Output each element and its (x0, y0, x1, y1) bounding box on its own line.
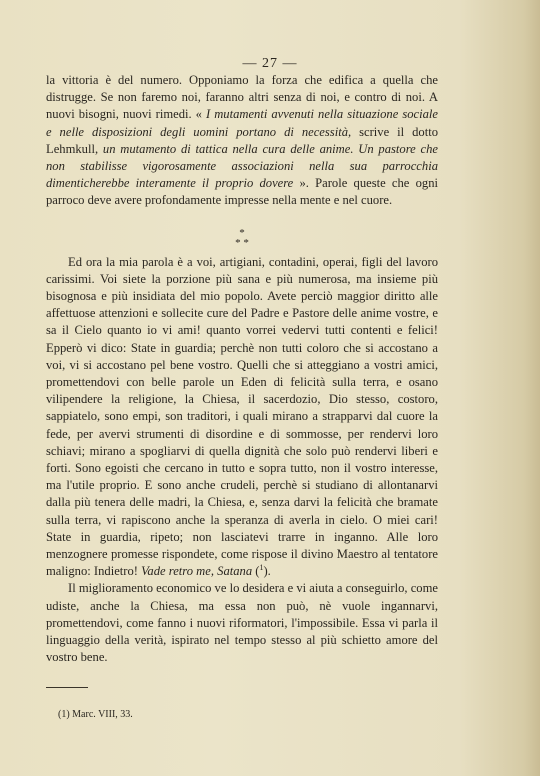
body-text (46, 72, 438, 667)
footnote: (1) Marc. VIII, 33. (58, 709, 133, 720)
footnote-reference: 1 (259, 563, 264, 573)
section-asterism (46, 228, 438, 248)
paragraph-1 (46, 72, 438, 210)
paragraph-1-italic-quote-b: un mutamento di tattica nella cura delle anime. Un pastore che non stabilisse vigorosamente associazioni nella sua parrocchia dimenticherebbe interamente il proprio dovere (46, 141, 438, 191)
page-number: — 27 — (242, 56, 298, 71)
asterism-top: * (239, 226, 245, 239)
paragraph-1-text-b: scrive il dotto Lehmkull, (46, 124, 438, 156)
paragraph-2-text-c: ). (263, 564, 271, 579)
paragraph-2 (46, 254, 438, 581)
paragraph-1-italic-quote-a: I mutamenti avvenuti nella situazione sociale e nelle disposizioni degli uomini portano di necessità, (46, 107, 438, 139)
paragraph-2-text-b: ( (252, 564, 260, 579)
footnote-rule (46, 687, 88, 688)
paragraph-1-text-a: la vittoria è del numero. Opponiamo la forza che edifica a quella che distrugge. Se non faremo noi, faranno altri senza di noi, e contro di noi. A nuovi bisogni, nuovi rimedi. « (46, 73, 438, 122)
asterism-bottom: * * (235, 236, 249, 249)
paragraph-2-italic-quote: Vade retro me, Satana (141, 564, 253, 579)
paragraph-2-text-a: Ed ora la mia parola è a voi, artigiani, contadini, operai, figli del lavoro carissimi. Voi siete la porzione più sana e più numerosa, ma insieme più bisognosa e più insidiata del mio popolo. Avete perciò maggior diritto alle affettuose attenzioni e sollecite cure del Padre e Pastore delle anime vostre, e sa il Cielo quanto io vi ami! quanto vorrei vedervi tutti contenti e felici! Epperò vi dico: State in guardia; perchè non tutti coloro che si accostano a voi, vi si accostano pel bene vostro. Quelli che si atteggiano a vostri amici, promettendovi con belle parole un Eden di felicità sulla terra, e osano vilipendere la religione, la Chiesa, il sacerdozio, Dio stesso, costoro, sappiatelo, sono empi, son traditori, i quali mirano a strapparvi dal cuore la fede, per avervi strumenti di disordine e di sommosse, per rendervi loro schiavi; mirano a spogliarvi di quella dignità che solo può rendervi liberi e forti. Sono egoisti che cercano in tutto e sopra tutto, non il vostro interesse, ma l'utile proprio. E sono anche crudeli, perchè si studiano di allontanarvi dalla più tenera delle madri, la Chiesa, e, senza darvi la felicità che bramate sulla terra, vi rapiscono anche la speranza di averla in cielo. O miei cari! State in guardia, ripeto; non lasciatevi trarre in inganno. Alle loro menzognere promesse rispondete, come rispose il divino Maestro al tentatore maligno: Indietro! (46, 254, 438, 579)
paragraph-1-text-c: ». Parole queste che ogni parroco deve avere profondamente impresse nella mente e nel cuore. (46, 176, 438, 208)
paragraph-3: Il miglioramento economico ve lo desidera e vi aiuta a conseguirlo, come udiste, anche la Chiesa, ma essa non può, nè vuole ingannarvi, promettendovi, come fanno i nuovi riformatori, l'impossibile. Essa vi parla il linguaggio della verità, ispirato nel tempo stesso al più schietto amore del vostro bene. (46, 581, 438, 665)
